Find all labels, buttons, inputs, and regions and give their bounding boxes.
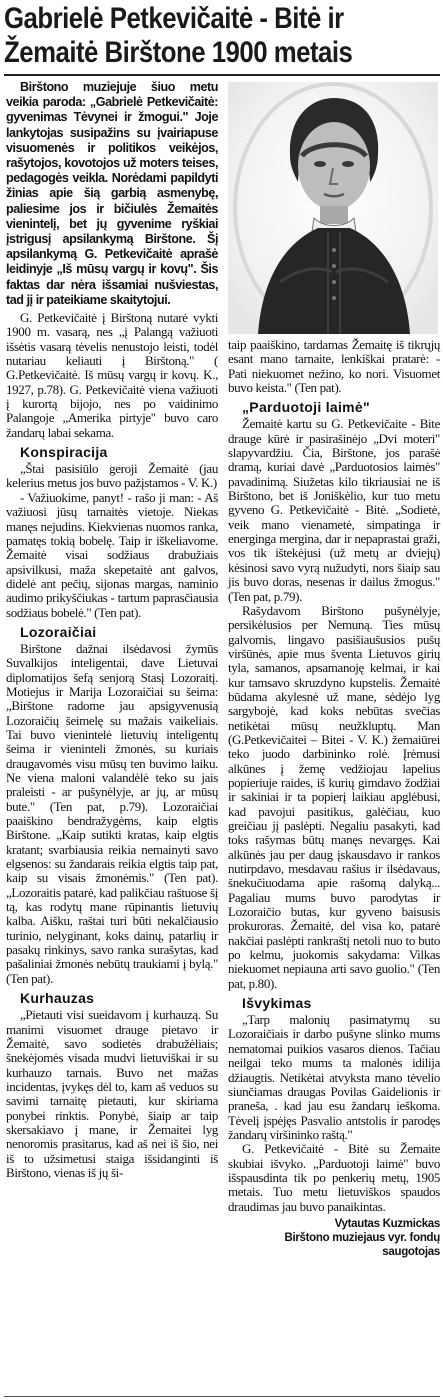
section-heading-konspiracija: Konspiracija xyxy=(20,444,108,461)
kurhauzas-continuation: taip paaiškino, tardamas Žemaitę iš tikrųjų esant mano tarnaite, lenkiškai pratarė: - Pati niekuomet nežino, ko nori. Visuomet buvo keista." (Ten pat). xyxy=(228,337,440,396)
article-title-line-2: Žemaitė Birštone 1900 metais xyxy=(4,36,353,69)
title-rule xyxy=(4,74,440,76)
article-title-line-1: Gabrielė Petkevičaitė - Bitė ir xyxy=(4,2,344,35)
parduotoji-paragraph-2: Rašydavom Birštono pušynėlyje, persikėlusios per Nemuną. Ties mūsų galvomis, lingavo pasišiaušusios pušų viršūnės, apie mus šventa Lietuvos girių tyla, samanos, apsamanoję kelmai, ir kai kur tamsavo skruzdyno kupstelis. Žemaitė būdama akylesnė už mane, sėdėjo lyg sargybojė, kad koks nebūtas svečias netikėtai mūsų neužkluptų. Man (G.Petkevičaitei – Bitei - V. K.) žemaiūrei teko juodo darbininko rolė. Įrėmusi alkūnes į žemę vedžiojau lapelius popieriuje raides, iš kurių gimdavo žodžiai ir sakiniai ir ta popierį laikiau apglėbusi, kad pavojui pasitikus, galėčiau, kuo greičiau jį paslėpti. Negaliu pasakyti, kad toks rašymas būtų manęs nevargęs. Kai alkūnės jau per daug įskausdavo ir rankos nutirpdavo, mesdavau rašius ir ilsėdavaus, šnekučiuodama apie rašomą dalyką... Pagaliau mums buvo parodytas ir Lozoraičio butas, kur gyveno baisusis prokuroras. Žemaitė, del visa ko, patarė nakčiai paslėpti rankraštį netoli nuo to buto po kelmu, juokomis sakydama: Vilkas niekuomet nepiauna arti savo guolio." (Ten pat, p.80). xyxy=(228,602,440,991)
bottom-rule xyxy=(4,1396,440,1397)
lozoraiciai-paragraph: Birštone dažnai ilsėdavosi žymūs Suvalkijos inteligentai, dave Lietuvai diplomatijos šefą senjorą Stasį Lozoraitį. Motiejus ir Marija Lozoraičiai su šeima: „Birštone radome jau apsigyvenusią Lozoraičių šeimelę su mažais vaikeliais. Tai buvo vienintelė lietuvių inteligentų šeima ir vieninteli žmonės, su kuriais draugavomės visu mūsų ten buvimo laiku. Ne viena maloni valandėlė teko su jais praleisti - ar pušynėlyje, ar jų, ar mūsų bute." (Ten pat, p.79). Lozoraičiai paaiškino bendražygėms, kaip elgtis Birštone. „Kaip sutikti kratas, kaip elgtis kratant; svarbiausia reikia nemainyti savo elgsenos: su žandarais reikia elgtis taip pat, kaip su visais žmonėmis." (Ten pat). „Lozoraitis patarė, kad palikčiau raštuose šį tą, kas rodytų mane rūpinantis lietuvių kalba. Aišku, raštai turi būti nekalčiausio turinio, nelyginant, koks dainų, patarlių ir pasakų rinkinys, savo ranka surašytas, kad pašaliniai žmonės nebūtų traukiami į bylą." (Ten pat). xyxy=(6,640,218,986)
author-name: Vytautas Kuzmickas xyxy=(334,1217,440,1230)
isvykimas-paragraph-1: „Tarp malonių pasimatymų su Lozoraičiais ir darbo pušyne slinko mums nematomai puikios vasaros dienos. Tačiau neilgai teko mums ta malonės idilija džiaugtis. Netikėtai atvyksta mano tėvelio siunčiamas draugas Povilas Gaidelionis ir praneša, . kad jau esu žandarų ieškoma. Tėvelį įspėjęs Pasvalio antstolis ir parodęs žandarų viršininko raštą." xyxy=(228,1012,440,1142)
konspiracija-paragraph-1: „Štai pasisiūlo geroji Žemaitė (jau kelerius metus jos buvo pažįstamos - V. K.) xyxy=(6,461,218,491)
section-heading-parduotoji: „Parduotoji laimė" xyxy=(242,399,370,416)
left-column xyxy=(6,80,218,1180)
section-heading-lozoraiciai: Lozoraičiai xyxy=(20,623,97,640)
portrait-image xyxy=(228,82,438,334)
right-column xyxy=(228,338,440,1259)
lead-paragraph: Birštono muziejuje šiuo metu veikia paroda: „Gabrielė Petkevičaitė: gyvenimas Tėvynei ir žmogui." Joje lankytojas susipažins su įvairiapuse visuomenės ir politikos veikėjos, rašytojos, kovotojos už moters teises, pedagogės veikla. Norėdami papildyti žinias apie šią garbią asmenybę, paliesime jos ir bičiulės Žemaitės vienintelį, bet jų gyvenime ryškiai įstrigusį apsilankymą Birštone. Šį apsilankymą G. Petkevičaitė aprašė leidinyje „Iš mūsų vargų ir kovų". Šis faktas dar nėra išsamiai nušviestas, tad jį ir pateikiame skaitytojui. xyxy=(6,80,218,307)
author-role: Birštono muziejaus vyr. fondų saugotojas xyxy=(284,1231,440,1258)
kurhauzas-paragraph: „Pietauti visi sueidavom į kurhauzą. Su manimi visuomet drauge pietavo ir Žemaitė, savo sodietės drabužėliais; šnekėjomės visada mudvi lietuviškai ir su kurhauzo tarnais. Buvo net mažas incidentas, įvykęs dėl to, kam aš veduos su savimi tarnaitę pietauti, kur skiriama ponybei rinktis. Ponybė, šiaip ar taip skersakiavo į mane, ir Žemaitei lyg nenoromis prasitarus, kad aš nei iš šio, nei iš to užsimetusi staiga išsidanginti iš Birštono, vienas iš jų ši- xyxy=(6,1007,218,1180)
article-title xyxy=(4,2,379,70)
section-heading-kurhauzas: Kurhauzas xyxy=(20,990,95,1007)
konspiracija-paragraph-2: - Važiuokime, panyt! - rašo ji man: - Aš važiuosi jūsų tarnaitės vietoje. Niekas manęs nejudins. Kiekvienas nuomos ranka, pamatęs tokią bobelę. Taip ir iškeliavome. Žemaitė visai sodžiaus drabužiais apsivilkusi, maža skepetaitė ant galvos, didelė ant pečių, sijonas margas, naminio audimo prikyščiukas - tartum paprasčiausia sodžiaus bobelė." (Ten pat). xyxy=(6,489,218,620)
isvykimas-paragraph-2: G. Petkevičaitė - Bitė su Žemaite skubiai išvyko. „Parduotoji laimė" buvo išspausdinta tik po penkerių metų, 1905 metais. Tuo metu lietuviškos spaudos draudimas jau buvo panaikintas. xyxy=(228,1141,440,1214)
portrait-photo xyxy=(228,82,438,334)
author-signature xyxy=(228,1217,440,1259)
intro-paragraph: G. Petkevičaitė į Birštoną nutarė vykti 1900 m. vasarą, nes „į Palangą važiuoti išsėtis vasarą tėvelis nenustojo leisti, todėl nutariau keliauti į Birštoną." ( G.Petkevičaitė. Iš mūsų vargų ir kovų. K., 1927, p.78). G. Petkevičaitė viena važiuoti į kurortą bijojo, nes po vaidinimo Palangoje „Amerika pirtyje" buvo caro žandarų labai sekama. xyxy=(6,310,218,440)
section-heading-isvykimas: Išvykimas xyxy=(242,995,312,1012)
parduotoji-paragraph-1: Žemaitė kartu su G. Petkevičaite - Bite drauge kūrė ir pasirašinėjo „Dvi moteri" slapyvardžiu. Čia, Birštone, jos parašė dramą, kuriai davė „Parduotosios laimės" pavadinimą. Siužetas kilo tikriausiai ne iš Birštono, bet iš Joniškėlio, kur tuo metu gyveno G. Petkevičaitė - Bitė. „Sodietė, veik mano vienametė, simpatinga ir energinga mergina, dar ir nepaprastai graži, vos tik ištekėjusi (už metų ar dviejų) kėsinosi savo vyrą nužudyti, nors šiaip sau jis buvo doras, nesenas ir dailus žmogus." (Ten pat, p.79). xyxy=(228,416,440,604)
